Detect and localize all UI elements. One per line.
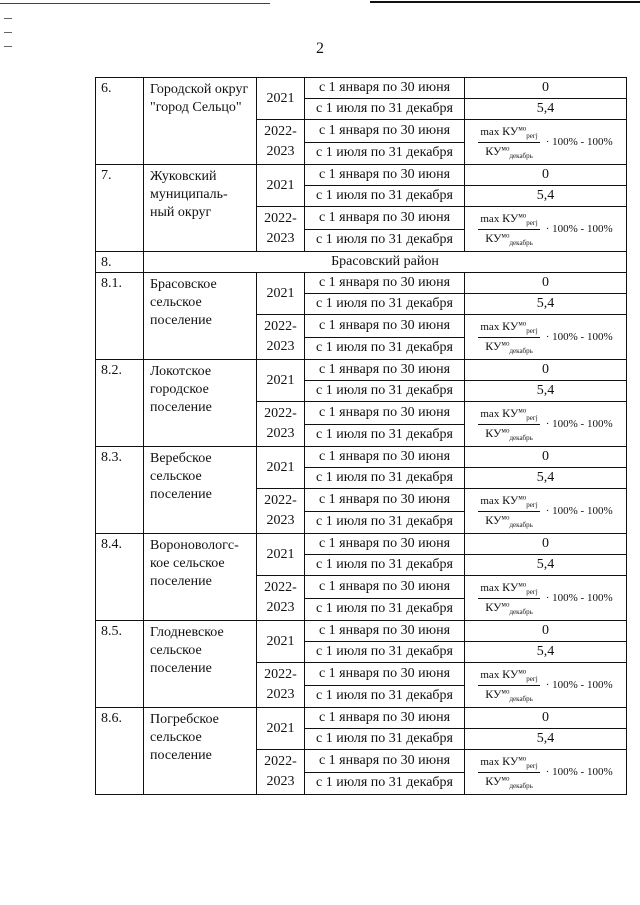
year-cell: 2022- 2023: [257, 207, 305, 252]
formula-max: max: [480, 756, 500, 769]
formula-ku: КУ: [502, 754, 519, 769]
formula-sup: мо: [501, 773, 510, 782]
formula-denominator: [485, 599, 533, 616]
period-cell: с 1 января по 30 июня: [305, 165, 465, 186]
formula-fraction: [478, 493, 539, 528]
period-cell: с 1 июля по 31 декабря: [305, 99, 465, 120]
formula-sub: регj: [526, 675, 538, 684]
period-cell: с 1 января по 30 июня: [305, 621, 465, 642]
growth-formula: [465, 207, 626, 251]
value-cell: 0: [465, 78, 627, 99]
formula-sup: мо: [518, 754, 527, 763]
formula-sup: мо: [501, 512, 510, 521]
table-row: [96, 360, 627, 381]
formula-sup: мо: [518, 124, 527, 133]
period-cell: с 1 января по 30 июня: [305, 750, 465, 773]
period-cell: с 1 июля по 31 декабря: [305, 598, 465, 621]
formula-sub: декабрь: [509, 346, 533, 355]
formula-sup: мо: [501, 599, 510, 608]
formula-sub: регj: [526, 327, 538, 336]
formula-denominator: [485, 686, 533, 703]
formula-ku: КУ: [485, 143, 502, 158]
row-number: 7.: [96, 165, 144, 252]
year-cell: 2022- 2023: [257, 576, 305, 621]
value-cell: 0: [465, 360, 627, 381]
year-cell: 2022- 2023: [257, 750, 305, 795]
row-number: 8.4.: [96, 534, 144, 621]
formula-sub: декабрь: [509, 694, 533, 703]
formula-max: max: [480, 213, 500, 226]
value-cell: 0: [465, 621, 627, 642]
formula-ku: КУ: [485, 425, 502, 440]
formula-sub: регj: [526, 132, 538, 141]
formula-denominator: [485, 143, 533, 160]
formula-ku: КУ: [502, 493, 519, 508]
formula-tail: · 100% - 100%: [545, 505, 613, 517]
municipality-name: Городской округ "город Сельцо": [144, 78, 257, 165]
formula-ku: КУ: [485, 230, 502, 245]
formula-sup: мо: [518, 319, 527, 328]
table-row: [96, 78, 627, 99]
formula-fraction: [478, 319, 539, 354]
growth-formula: [465, 402, 626, 446]
formula-tail: · 100% - 100%: [545, 223, 613, 235]
period-cell: с 1 июля по 31 декабря: [305, 772, 465, 795]
formula-sup: мо: [518, 406, 527, 415]
formula-ku: КУ: [502, 580, 519, 595]
row-number: 6.: [96, 78, 144, 165]
value-cell: 5,4: [465, 186, 627, 207]
year-cell: 2021: [257, 621, 305, 663]
value-cell: 0: [465, 447, 627, 468]
formula-max: max: [480, 582, 500, 595]
period-cell: с 1 января по 30 июня: [305, 78, 465, 99]
formula-tail: · 100% - 100%: [545, 766, 613, 778]
tariff-table-body: [96, 78, 627, 795]
formula-ku: КУ: [485, 773, 502, 788]
row-number: 8.3.: [96, 447, 144, 534]
formula-denominator: [485, 338, 533, 355]
formula-sub: регj: [526, 219, 538, 228]
value-cell: 5,4: [465, 468, 627, 489]
period-cell: с 1 июля по 31 декабря: [305, 729, 465, 750]
formula-sup: мо: [518, 580, 527, 589]
row-number: 8.2.: [96, 360, 144, 447]
formula-ku: КУ: [502, 667, 519, 682]
year-cell: 2021: [257, 78, 305, 120]
formula-cell: [465, 120, 627, 165]
formula-cell: [465, 402, 627, 447]
period-cell: с 1 января по 30 июня: [305, 360, 465, 381]
formula-denominator: [485, 425, 533, 442]
formula-cell: [465, 576, 627, 621]
municipality-name: Глодневское сельское поселение: [144, 621, 257, 708]
period-cell: с 1 июля по 31 декабря: [305, 424, 465, 447]
district-name: Брасовский район: [144, 252, 627, 273]
table-row: [96, 534, 627, 555]
formula-cell: [465, 750, 627, 795]
formula-cell: [465, 207, 627, 252]
period-cell: с 1 июля по 31 декабря: [305, 381, 465, 402]
year-cell: 2021: [257, 165, 305, 207]
formula-max: max: [480, 669, 500, 682]
formula-numerator: [478, 319, 539, 337]
growth-formula: [465, 315, 626, 359]
formula-ku: КУ: [502, 124, 519, 139]
row-number: 8.5.: [96, 621, 144, 708]
period-cell: с 1 июля по 31 декабря: [305, 685, 465, 708]
growth-formula: [465, 750, 626, 794]
formula-tail: · 100% - 100%: [545, 592, 613, 604]
value-cell: 0: [465, 708, 627, 729]
year-cell: 2021: [257, 708, 305, 750]
formula-sub: декабрь: [509, 238, 533, 247]
growth-formula: [465, 663, 626, 707]
period-cell: с 1 июля по 31 декабря: [305, 642, 465, 663]
formula-sub: декабрь: [509, 607, 533, 616]
formula-max: max: [480, 321, 500, 334]
period-cell: с 1 января по 30 июня: [305, 708, 465, 729]
growth-formula: [465, 120, 626, 164]
margin-mark: [4, 18, 12, 19]
formula-denominator: [485, 512, 533, 529]
period-cell: с 1 июля по 31 декабря: [305, 468, 465, 489]
margin-mark: [4, 32, 12, 33]
value-cell: 5,4: [465, 99, 627, 120]
formula-ku: КУ: [502, 319, 519, 334]
formula-ku: КУ: [502, 211, 519, 226]
period-cell: с 1 января по 30 июня: [305, 402, 465, 425]
period-cell: с 1 июля по 31 декабря: [305, 229, 465, 252]
municipality-name: Вороновологс-кое сельское поселение: [144, 534, 257, 621]
formula-numerator: [478, 667, 539, 685]
period-cell: с 1 января по 30 июня: [305, 207, 465, 230]
formula-ku: КУ: [485, 686, 502, 701]
formula-fraction: [478, 580, 539, 615]
table-row: [96, 447, 627, 468]
formula-sup: мо: [501, 425, 510, 434]
formula-sub: регj: [526, 762, 538, 771]
formula-sup: мо: [501, 338, 510, 347]
period-cell: с 1 января по 30 июня: [305, 120, 465, 143]
formula-tail: · 100% - 100%: [545, 418, 613, 430]
year-cell: 2021: [257, 447, 305, 489]
formula-sub: регj: [526, 501, 538, 510]
value-cell: 5,4: [465, 294, 627, 315]
formula-ku: КУ: [485, 512, 502, 527]
formula-sup: мо: [501, 230, 510, 239]
top-rule-right: [370, 1, 640, 3]
district-row: [96, 252, 627, 273]
formula-sub: регj: [526, 588, 538, 597]
value-cell: 5,4: [465, 555, 627, 576]
municipality-name: Локотское городское поселение: [144, 360, 257, 447]
period-cell: с 1 января по 30 июня: [305, 489, 465, 512]
formula-fraction: [478, 211, 539, 246]
row-number: 8.: [96, 252, 144, 273]
formula-sup: мо: [501, 143, 510, 152]
row-number: 8.6.: [96, 708, 144, 795]
formula-denominator: [485, 773, 533, 790]
formula-sub: декабрь: [509, 433, 533, 442]
growth-formula: [465, 576, 626, 620]
page-number: 2: [316, 40, 324, 57]
year-cell: 2021: [257, 534, 305, 576]
formula-numerator: [478, 754, 539, 772]
formula-ku: КУ: [485, 599, 502, 614]
year-cell: 2022- 2023: [257, 315, 305, 360]
value-cell: 0: [465, 165, 627, 186]
period-cell: с 1 января по 30 июня: [305, 273, 465, 294]
municipality-name: Погребское сельское поселение: [144, 708, 257, 795]
formula-denominator: [485, 230, 533, 247]
municipality-name: Брасовское сельское поселение: [144, 273, 257, 360]
formula-cell: [465, 489, 627, 534]
formula-tail: · 100% - 100%: [545, 331, 613, 343]
table-row: [96, 273, 627, 294]
formula-numerator: [478, 493, 539, 511]
table-row: [96, 165, 627, 186]
period-cell: с 1 января по 30 июня: [305, 663, 465, 686]
formula-numerator: [478, 211, 539, 229]
formula-cell: [465, 315, 627, 360]
formula-ku: КУ: [502, 406, 519, 421]
period-cell: с 1 июля по 31 декабря: [305, 555, 465, 576]
period-cell: с 1 января по 30 июня: [305, 534, 465, 555]
formula-fraction: [478, 754, 539, 789]
formula-numerator: [478, 580, 539, 598]
year-cell: 2022- 2023: [257, 489, 305, 534]
period-cell: с 1 июля по 31 декабря: [305, 294, 465, 315]
period-cell: с 1 июля по 31 декабря: [305, 511, 465, 534]
period-cell: с 1 июля по 31 декабря: [305, 337, 465, 360]
row-number: 8.1.: [96, 273, 144, 360]
period-cell: с 1 июля по 31 декабря: [305, 142, 465, 165]
value-cell: 5,4: [465, 381, 627, 402]
formula-max: max: [480, 408, 500, 421]
formula-fraction: [478, 124, 539, 159]
year-cell: 2021: [257, 360, 305, 402]
formula-cell: [465, 663, 627, 708]
value-cell: 5,4: [465, 729, 627, 750]
municipality-name: Жуковский муниципаль-ный округ: [144, 165, 257, 252]
value-cell: 5,4: [465, 642, 627, 663]
formula-tail: · 100% - 100%: [545, 679, 613, 691]
table-row: [96, 708, 627, 729]
formula-fraction: [478, 406, 539, 441]
formula-sub: регj: [526, 414, 538, 423]
formula-max: max: [480, 126, 500, 139]
top-rule: [0, 0, 640, 10]
formula-sub: декабрь: [509, 151, 533, 160]
formula-sub: декабрь: [509, 781, 533, 790]
formula-numerator: [478, 406, 539, 424]
top-rule-left: [0, 3, 270, 4]
formula-sup: мо: [518, 211, 527, 220]
year-cell: 2022- 2023: [257, 402, 305, 447]
formula-sub: декабрь: [509, 520, 533, 529]
year-cell: 2022- 2023: [257, 663, 305, 708]
formula-sup: мо: [501, 686, 510, 695]
value-cell: 0: [465, 534, 627, 555]
formula-sup: мо: [518, 667, 527, 676]
formula-fraction: [478, 667, 539, 702]
formula-max: max: [480, 495, 500, 508]
period-cell: с 1 января по 30 июня: [305, 315, 465, 338]
formula-tail: · 100% - 100%: [545, 136, 613, 148]
year-cell: 2022- 2023: [257, 120, 305, 165]
table-row: [96, 621, 627, 642]
formula-numerator: [478, 124, 539, 142]
period-cell: с 1 июля по 31 декабря: [305, 186, 465, 207]
formula-sup: мо: [518, 493, 527, 502]
period-cell: с 1 января по 30 июня: [305, 576, 465, 599]
value-cell: 0: [465, 273, 627, 294]
tariff-table: [95, 77, 627, 795]
formula-ku: КУ: [485, 338, 502, 353]
growth-formula: [465, 489, 626, 533]
year-cell: 2021: [257, 273, 305, 315]
period-cell: с 1 января по 30 июня: [305, 447, 465, 468]
municipality-name: Веребское сельское поселение: [144, 447, 257, 534]
